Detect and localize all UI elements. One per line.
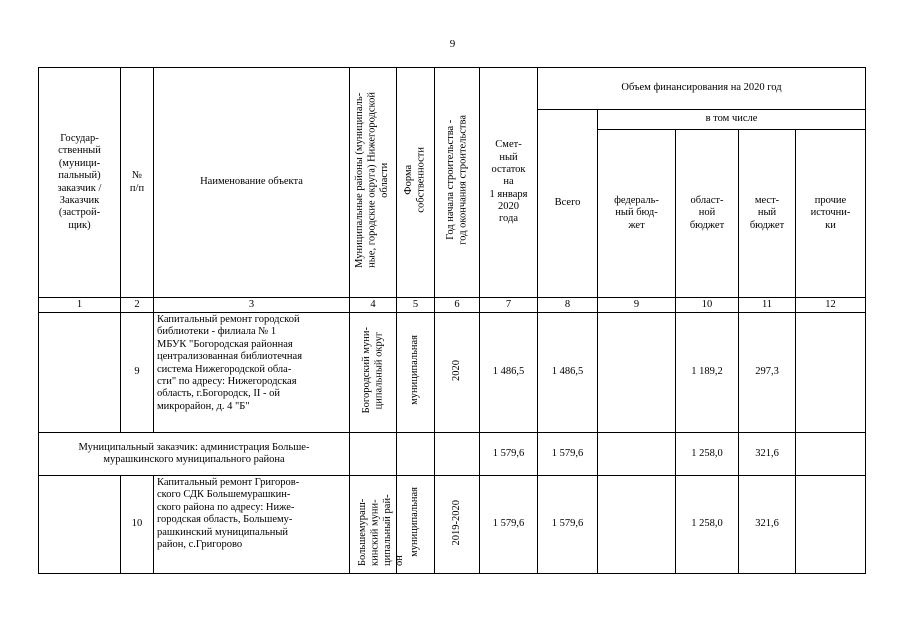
group-empty-cell <box>435 433 480 476</box>
header-estimated-remainder: Смет- ный остаток на 1 января 2020 года <box>480 68 538 298</box>
header-number: № п/п <box>121 68 154 298</box>
row-ownership-cell <box>397 313 435 433</box>
column-number: 8 <box>538 298 598 313</box>
column-number: 7 <box>480 298 538 313</box>
group-empty-cell <box>350 433 397 476</box>
group-empty-cell <box>397 433 435 476</box>
header-other-sources: прочие источни- ки <box>796 130 866 298</box>
group-remainder: 1 579,6 <box>480 433 538 476</box>
row-years-cell <box>435 476 480 574</box>
column-number: 2 <box>121 298 154 313</box>
header-total: Всего <box>538 110 598 298</box>
row-ownership: муниципальная <box>409 487 421 558</box>
row-remainder: 1 486,5 <box>480 313 538 433</box>
page-number: 9 <box>449 38 456 50</box>
column-numbers-row <box>39 298 866 313</box>
group-local: 321,6 <box>739 433 796 476</box>
row-district-cell <box>350 313 397 433</box>
row-object-name: Капитальный ремонт городской библиотеки - филиала № 1 МБУК "Богородская районная централизованная библиотечная система Нижегородской обла- сти" по адресу: Нижегородская область, г.Богородск, II - ой микрорайон, д. 4 "Б" <box>154 313 350 433</box>
column-number: 1 <box>39 298 121 313</box>
row-regional: 1 189,2 <box>676 313 739 433</box>
row-district: Богородский муни- ципальный округ <box>360 327 384 414</box>
column-number: 5 <box>397 298 435 313</box>
row-district: Большемураш- кинский муни- ципальный рай- он <box>357 494 406 567</box>
column-number: 12 <box>796 298 866 313</box>
header-including: в том числе <box>598 110 866 130</box>
table-row <box>39 476 866 574</box>
header-local-budget: мест- ный бюджет <box>739 130 796 298</box>
row-customer-cell <box>39 313 121 433</box>
row-years-cell <box>435 313 480 433</box>
header-object-name: Наименование объекта <box>154 68 350 298</box>
group-federal <box>598 433 676 476</box>
row-other <box>796 476 866 574</box>
header-customer: Государ- ственный (муници- пальный) заказчик / Заказчик (застрой- щик) <box>39 68 121 298</box>
header-districts-text: Муниципальные районы (муниципаль- ные, городские округа) Нижегородской области <box>354 92 391 269</box>
header-regional-budget: област- ной бюджет <box>676 130 739 298</box>
row-ownership: муниципальная <box>409 335 421 406</box>
row-other <box>796 313 866 433</box>
header-districts <box>350 68 397 298</box>
row-district-cell <box>350 476 406 574</box>
financing-table <box>38 67 866 574</box>
column-number: 6 <box>435 298 480 313</box>
row-years: 2019-2020 <box>450 499 462 546</box>
group-regional: 1 258,0 <box>676 433 739 476</box>
row-number: 10 <box>121 476 154 574</box>
row-total: 1 579,6 <box>538 476 598 574</box>
customer-group-row <box>39 433 866 476</box>
column-number: 10 <box>676 298 739 313</box>
column-number: 11 <box>739 298 796 313</box>
column-number: 9 <box>598 298 676 313</box>
row-federal <box>598 476 676 574</box>
row-local: 321,6 <box>739 476 796 574</box>
group-other <box>796 433 866 476</box>
column-number: 3 <box>154 298 350 313</box>
header-years-text: Год начала строительства - год окончания строительства <box>444 115 468 246</box>
header-funding: Объем финансирования на 2020 год <box>538 68 866 110</box>
group-total: 1 579,6 <box>538 433 598 476</box>
row-years: 2020 <box>450 359 462 381</box>
customer-group-label: Муниципальный заказчик: администрация Больше- мурашкинского муниципального района <box>39 433 350 476</box>
row-customer-cell <box>39 476 121 574</box>
row-number: 9 <box>121 313 154 433</box>
header-federal-budget: федераль- ный бюд- жет <box>598 130 676 298</box>
header-ownership-text: Форма собственности <box>403 147 427 214</box>
row-federal <box>598 313 676 433</box>
row-regional: 1 258,0 <box>676 476 739 574</box>
header-ownership <box>397 68 435 298</box>
row-remainder: 1 579,6 <box>480 476 538 574</box>
row-object-name: Капитальный ремонт Григоров- ского СДК Большемурашкин- ского района по адресу: Ниже- городская область, Большему- рашкинский муниципальный район, с.Григорово <box>154 476 350 574</box>
table-row <box>39 313 866 433</box>
row-total: 1 486,5 <box>538 313 598 433</box>
header-years <box>435 68 480 298</box>
column-number: 4 <box>350 298 397 313</box>
row-local: 297,3 <box>739 313 796 433</box>
